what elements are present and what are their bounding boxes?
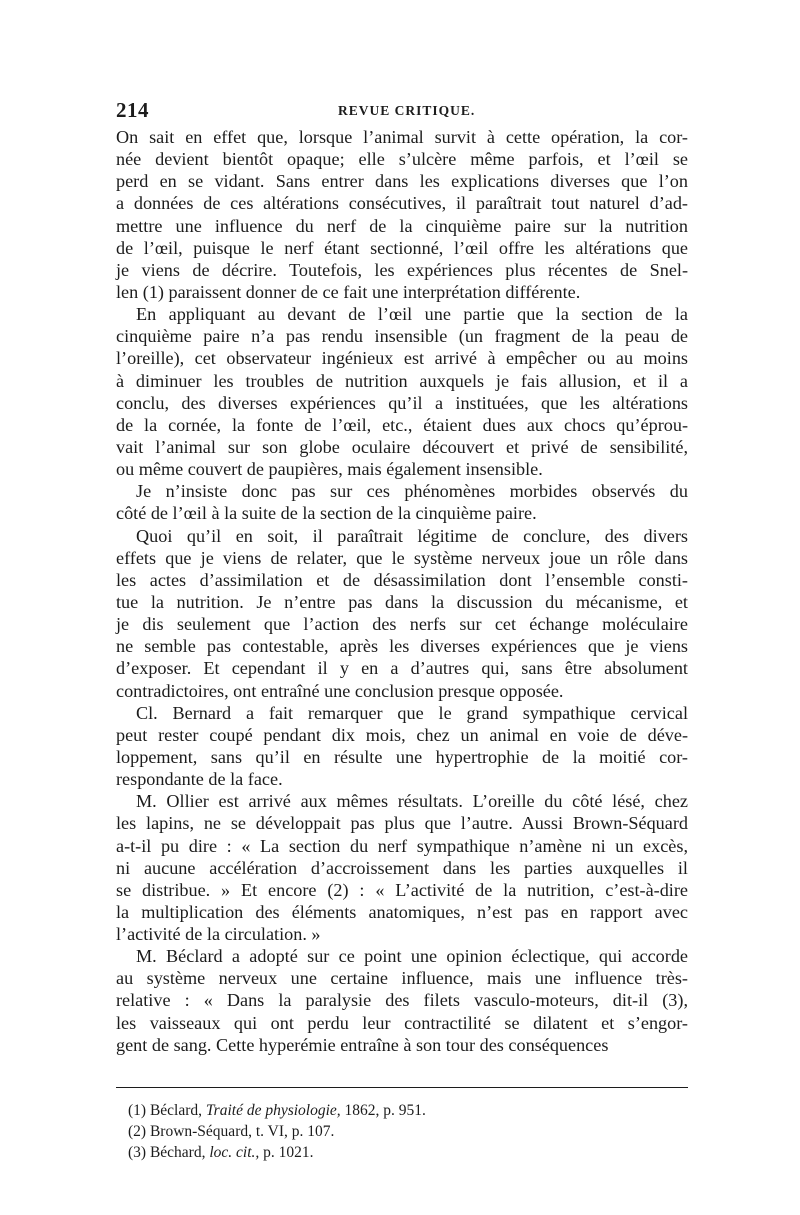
text-line: d’exposer. Et cependant il y en a d’autres qui, sans être absolument — [116, 658, 688, 679]
text-line: loppement, sans qu’il en résulte une hypertrophie de la moitié cor- — [116, 746, 688, 767]
footnote-title: loc. cit., — [209, 1144, 260, 1161]
text-line: mettre une influence du nerf de la cinquième paire sur la nutrition — [116, 215, 688, 236]
text-line: la multiplication des éléments anatomiques, n’est pas en rapport avec — [116, 901, 688, 922]
footnotes — [128, 1100, 688, 1163]
text-line: perd en se vidant. Sans entrer dans les explications diverses que l’on — [116, 171, 688, 192]
text-line: les vaisseaux qui ont perdu leur contractilité se dilatent et s’engor- — [116, 1012, 688, 1033]
footnote-reference: p. 1021. — [263, 1144, 314, 1161]
footnote-number: (2) — [128, 1123, 147, 1140]
text-line: je dis seulement que l’action des nerfs sur cet échange moléculaire — [116, 614, 688, 635]
text-line: de la cornée, la fonte de l’œil, etc., étaient dues aux chocs qu’éprou- — [116, 414, 688, 435]
footnote-2 — [128, 1121, 688, 1142]
running-title: REVUE CRITIQUE. — [338, 103, 476, 118]
text-line: contradictoires, ont entraîné une conclusion presque opposée. — [116, 680, 564, 701]
text-line: a données de ces altérations consécutives, il paraîtrait tout naturel d’ad- — [116, 193, 688, 214]
text-line: je viens de décrire. Toutefois, les expériences plus récentes de Snel- — [116, 259, 688, 280]
text-line: len (1) paraissent donner de ce fait une interprétation différente. — [116, 281, 581, 302]
text-line: cinquième paire n’a pas rendu insensible (un fragment de la peau de — [116, 326, 688, 347]
text-line: M. Ollier est arrivé aux mêmes résultats. L’oreille du côté lésé, chez — [136, 791, 688, 812]
text-line: à diminuer les troubles de nutrition auxquels je fais allusion, et il a — [116, 370, 688, 391]
text-line: On sait en effet que, lorsque l’animal survit à cette opération, la cor- — [116, 127, 688, 147]
page-header — [116, 98, 686, 120]
text-line: côté de l’œil à la suite de la section de la cinquième paire. — [116, 503, 537, 524]
text-line: les lapins, ne se développait pas plus que l’autre. Aussi Brown-Séquard — [116, 813, 688, 834]
text-line: se distribue. » Et encore (2) : « L’activité de la nutrition, c’est-à-dire — [116, 879, 688, 900]
text-line: l’activité de la circulation. » — [116, 924, 321, 945]
text-line: En appliquant au devant de l’œil une partie que la section de la — [136, 304, 688, 325]
text-line: Je n’insiste donc pas sur ces phénomènes morbides observés du — [136, 481, 688, 502]
text-line: effets que je viens de relater, que le système nerveux joue un rôle dans — [116, 547, 688, 568]
footnote-author: Béchard, — [149, 1144, 206, 1161]
text-line: respondante de la face. — [116, 769, 283, 790]
footnote-title: Traité de physiologie, — [205, 1102, 341, 1119]
footnote-author: Béclard, — [149, 1102, 203, 1119]
footnote-number: (3) — [128, 1144, 147, 1161]
text-line: les actes d’assimilation et de désassimilation dont l’ensemble consti- — [116, 569, 688, 590]
text-line: ne semble pas contestable, après les diverses expériences que je viens — [116, 636, 688, 657]
footnote-number: (1) — [128, 1102, 147, 1119]
page-number: 214 — [116, 98, 149, 122]
body-text — [116, 126, 688, 1056]
text-line: relative : « Dans la paralysie des filets vasculo-moteurs, dit-il (3), — [116, 990, 688, 1011]
footnote-reference: 1862, p. 951. — [344, 1102, 426, 1119]
text-line: l’oreille), cet observateur ingénieux est arrivé à empêcher ou au moins — [116, 348, 688, 369]
text-line: conclu, des diverses expériences qu’il a instituées, que les altérations — [116, 392, 688, 413]
text-line: au système nerveux une certaine influence, mais une influence très- — [116, 968, 688, 989]
text-line: tue la nutrition. Je n’entre pas dans la discussion du mécanisme, et — [116, 591, 688, 612]
text-line: vait l’animal sur son globe oculaire découvert et privé de sensibilité, — [116, 436, 688, 457]
text-line: gent de sang. Cette hyperémie entraîne à son tour des conséquences — [116, 1034, 609, 1055]
text-line: Quoi qu’il en soit, il paraîtrait légitime de conclure, des divers — [136, 525, 688, 546]
footnote-author: Brown-Séquard, — [149, 1123, 252, 1140]
text-line: M. Béclard a adopté sur ce point une opinion éclectique, qui accorde — [136, 946, 688, 967]
footnote-3 — [128, 1142, 688, 1163]
text-line: Cl. Bernard a fait remarquer que le grand sympathique cervical — [136, 702, 688, 723]
footnote-rule — [116, 1087, 688, 1088]
footnote-reference: t. VI, p. 107. — [255, 1123, 335, 1140]
text-line: peut rester coupé pendant dix mois, chez un animal en voie de déve- — [116, 724, 688, 745]
text-line: a-t-il pu dire : « La section du nerf sympathique n’amène ni un excès, — [116, 835, 688, 856]
footnote-1 — [128, 1100, 688, 1121]
text-line: née devient bientôt opaque; elle s’ulcère même parfois, et l’œil se — [116, 149, 688, 170]
text-line: ou même couvert de paupières, mais également insensible. — [116, 459, 543, 480]
text-line: de l’œil, puisque le nerf étant sectionné, l’œil offre les altérations que — [116, 237, 688, 258]
text-line: ni aucune accélération d’accroissement dans les parties auxquelles il — [116, 857, 688, 878]
